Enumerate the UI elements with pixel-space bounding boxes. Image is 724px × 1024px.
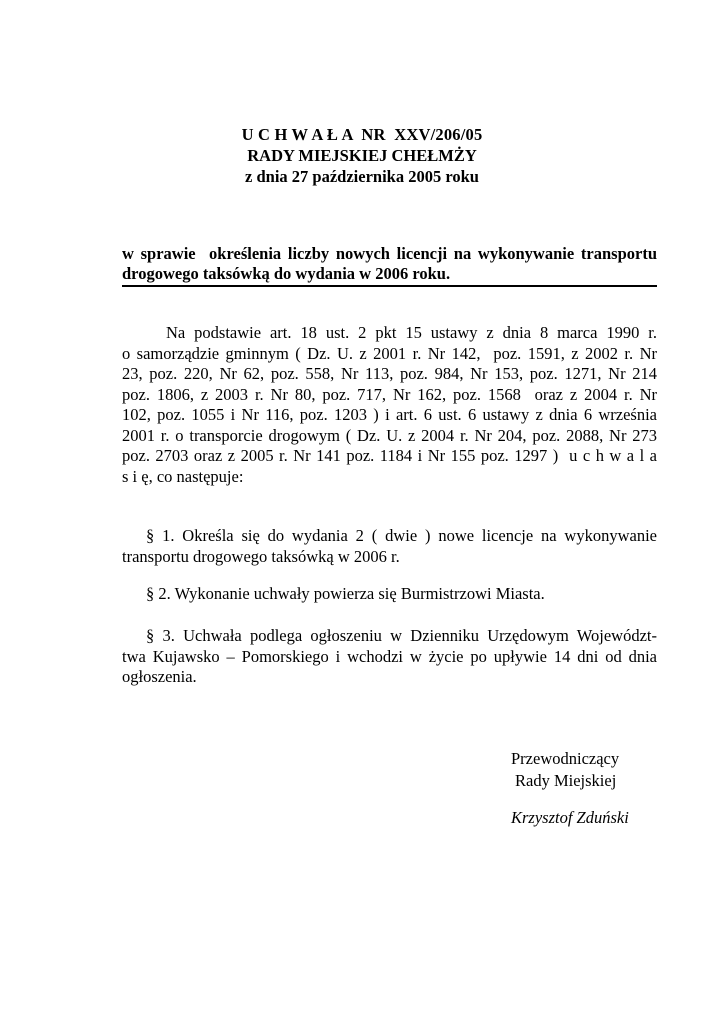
paragraph-line: § 3. Uchwała podlega ogłoszeniu w Dzienniku Urzędowym Województ-: [146, 626, 657, 645]
signatory-name: Krzysztof Zduński: [511, 808, 629, 827]
signatory-role: Przewodniczący: [511, 749, 620, 768]
paragraph-2: [122, 584, 657, 605]
paragraph-line: § 1. Określa się do wydania 2 ( dwie ) nowe licencje na wykonywanie: [146, 526, 657, 545]
paragraph-3: [122, 626, 657, 688]
preamble-line: 102, poz. 1055 i Nr 116, poz. 1203 ) i art. 6 ust. 6 ustawy z dnia 6 września: [122, 405, 657, 424]
resolution-date: z dnia 27 października 2005 roku: [245, 167, 479, 186]
paragraph-line: § 2. Wykonanie uchwały powierza się Burmistrzowi Miasta.: [146, 584, 545, 603]
preamble-line: poz. 1806, z 2003 r. Nr 80, poz. 717, Nr 162, poz. 1568 oraz z 2004 r. Nr: [122, 384, 657, 404]
preamble-line: 2001 r. o transporcie drogowym ( Dz. U. z 2004 r. Nr 204, poz. 2088, Nr 273: [122, 425, 657, 445]
paragraph-line: twa Kujawsko – Pomorskiego i wchodzi w życie po upływie 14 dni od dnia: [122, 646, 657, 666]
signature-block: [511, 748, 629, 829]
preamble-line: poz. 2703 oraz z 2005 r. Nr 141 poz. 1184 i Nr 155 poz. 1297 ) u c h w a l a: [122, 446, 657, 465]
preamble-line: o samorządzie gminnym ( Dz. U. z 2001 r. Nr 142, poz. 1591, z 2002 r. Nr: [122, 343, 657, 363]
subject-line-1: w sprawie określenia liczby nowych licencji na wykonywanie transportu: [122, 244, 657, 263]
resolution-subject: [122, 244, 657, 287]
resolution-issuer: RADY MIEJSKIEJ CHEŁMŻY: [247, 146, 477, 165]
paragraph-line: transportu drogowego taksówką w 2006 r.: [122, 546, 400, 566]
paragraph-line: ogłoszenia.: [122, 667, 197, 686]
preamble-line: Na podstawie art. 18 ust. 2 pkt 15 ustawy z dnia 8 marca 1990 r.: [166, 323, 657, 342]
paragraph-1: [122, 526, 657, 567]
preamble-line: 23, poz. 220, Nr 62, poz. 558, Nr 113, poz. 984, Nr 153, poz. 1271, Nr 214: [122, 364, 657, 383]
subject-line-2: drogowego taksówką do wydania w 2006 roku.: [122, 264, 451, 283]
resolution-header: [0, 124, 724, 187]
signatory-council: Rady Miejskiej: [515, 771, 617, 790]
legal-basis-preamble: [122, 323, 657, 487]
resolution-title: U C H W A Ł A NR XXV/206/05: [241, 125, 483, 144]
preamble-line: s i ę, co następuje:: [122, 466, 244, 486]
